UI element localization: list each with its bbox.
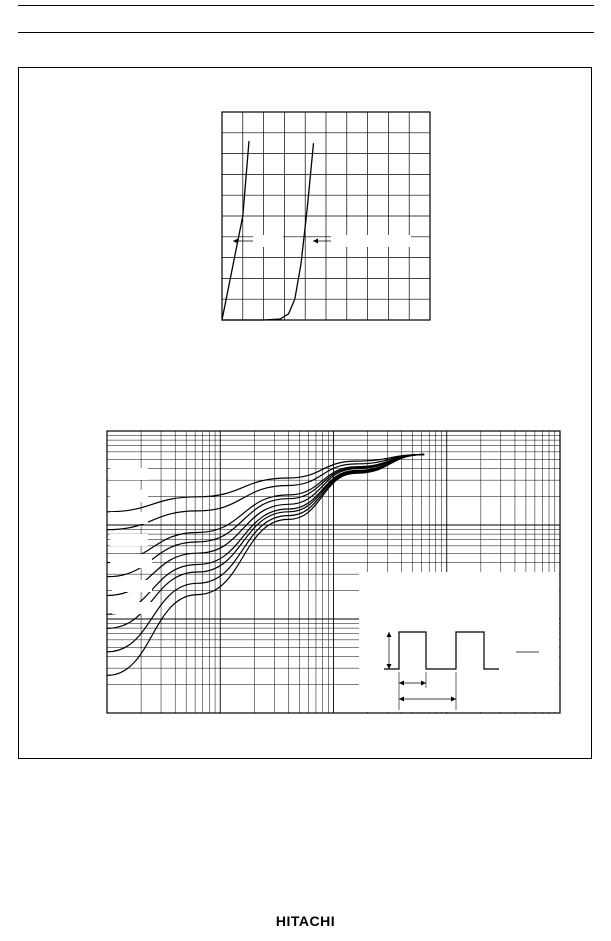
callout-label-box (331, 235, 411, 247)
header-rule-top (18, 5, 594, 6)
callout-label-box (253, 235, 283, 247)
curve-label-box (110, 468, 148, 480)
hitachi-logo: HITACHI (275, 913, 336, 929)
chart-transient-thermal-impedance (106, 430, 561, 714)
curve-label-box (112, 580, 152, 592)
header-rule-bottom (18, 32, 594, 33)
curve-label-box (110, 512, 148, 524)
chart-forward-characteristics (221, 111, 431, 321)
curve-label-box (110, 490, 148, 502)
curve-label-box (112, 602, 152, 614)
curve-label-box (110, 534, 148, 546)
curve-label-box (110, 554, 152, 568)
